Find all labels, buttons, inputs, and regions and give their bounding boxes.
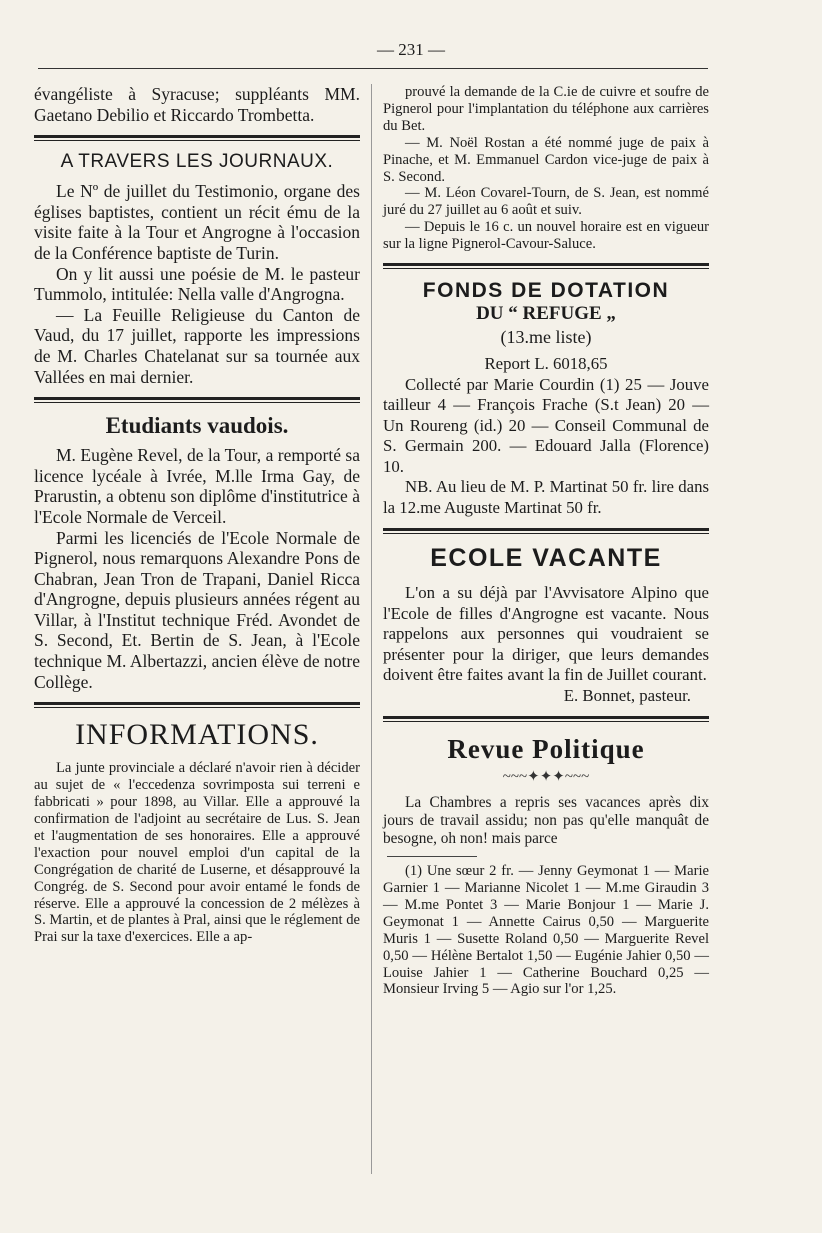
footnote-rule	[387, 856, 477, 857]
etudiants-paragraph-1: M. Eugène Revel, de la Tour, a remporté sa licence lycéale à Ivrée, M.lle Irma Gay, de Prarustin, a obtenu son diplôme d'institutrice à l'Ecole Normale de Verceil.	[34, 445, 360, 527]
etudiants-heading: Etudiants vaudois.	[105, 413, 289, 439]
informations-cont-2: — M. Noël Rostan a été nommé juge de paix à Pinache, et M. Emmanuel Cardon vice-juge de paix à S. Second.	[383, 134, 709, 185]
informations-paragraph-1: La junte provinciale a déclaré n'avoir rien à décider au sujet de « l'eccedenza sovrimposta sui terreni e fabbricati » pour 1898, au Villar. Elle a approuvé la confirmation de l'adjoint au secrétaire de Lus. S. Jean et l'augmentation de ses honoraires. Elle a approuvé l'exaction pour nouvel emploi d'un capital de la Congrégation de charité de Luserne, et désapprouvé la Congrég. de S. Second pour avoir entamé le fonds de réserve. Elle a approuvé la concession de 2 mélèzes à S. Martin, et de plantes à Pral, ainsi que le réglement de Prai sur la taxe d'exercices. Elle a ap-	[34, 760, 360, 946]
etudiants-paragraph-2: Parmi les licenciés de l'Ecole Normale de Pignerol, nous remarquons Alexandre Pons de Chabran, Jean Tron de Trapani, Daniel Ricca d'Angrogne, depuis plusieurs années régent au Villar, à l'Institut technique Fréd. Avondet de S. Second, Et. Bertin de S. Jean, à l'Ecole technique M. Albertazzi, ancien élève de notre Collège.	[34, 527, 360, 692]
revue-heading: Revue Politique	[447, 734, 645, 765]
journaux-paragraph-3: — La Feuille Religieuse du Canton de Vaud, du 17 juillet, rapporte les impressions de M. Charles Chatelanat sur sa tournée aux Vallées en mai dernier.	[34, 304, 360, 387]
section-divider	[34, 397, 360, 403]
informations-heading: INFORMATIONS.	[75, 718, 319, 752]
ecole-heading: ECOLE VACANTE	[430, 544, 662, 573]
informations-cont-3: — M. Léon Covarel-Tourn, de S. Jean, est nommé juré du 27 juillet au 6 août et suiv.	[383, 185, 709, 219]
ecole-signature: E. Bonnet, pasteur.	[563, 685, 691, 705]
section-divider	[383, 263, 709, 269]
fonds-paragraph-2: NB. Au lieu de M. P. Martinat 50 fr. lire dans la 12.me Auguste Martinat 50 fr.	[383, 477, 709, 517]
section-divider	[34, 702, 360, 708]
revue-paragraph-1: La Chambres a repris ses vacances après dix jours de travail assidu; non pas qu'elle manquât de besogne, oh non! mais parce	[383, 794, 709, 848]
column-separator	[371, 84, 372, 1174]
fonds-paragraph-1: Collecté par Marie Courdin (1) 25 — Jouve tailleur 4 — François Frache (S.t Jean) 20 — Un Roureng (id.) 20 — Conseil Communal de S. Germain 200. — Edouard Jalla (Florence) 10.	[383, 374, 709, 476]
ornament-icon: ~~~✦✦✦~~~	[502, 769, 590, 786]
left-column	[34, 84, 360, 946]
fonds-list-number: (13.me liste)	[500, 327, 592, 348]
top-rule	[38, 68, 708, 69]
right-column	[383, 84, 709, 998]
journaux-paragraph-1: Le Nº de juillet du Testimonio, organe des églises baptistes, contient un récit ému de la visite faite à la Tour et Angrogne à l'occasion de la Conférence baptiste de Turin.	[34, 181, 360, 263]
page-number: — 231 —	[377, 40, 445, 59]
journaux-heading: A TRAVERS LES JOURNAUX.	[60, 151, 334, 173]
intro-paragraph: évangéliste à Syracuse; suppléants MM. Gaetano Debilio et Riccardo Trombetta.	[34, 84, 360, 125]
section-divider	[383, 716, 709, 722]
section-divider	[34, 135, 360, 141]
footnote: (1) Une sœur 2 fr. — Jenny Geymonat 1 — Marie Garnier 1 — Marianne Nicolet 1 — M.me Giraudin 3 — M.me Pontet 3 — Marie Bonjour 1 — Marie J. Geymonat 1 — Annette Cairus 0,50 — Marguerite Muris 1 — Susette Roland 0,50 — Marguerite Revel 0,50 — Hélène Bertalot 1,50 — Eugénie Jahier 0,50 — Louise Jahier 1 — Catherine Bouchard 0,25 — Monsieur Irving 5 — Agio sur l'or 1,25.	[383, 863, 709, 998]
fonds-report: Report L. 6018,65	[484, 354, 608, 374]
informations-cont-4: — Depuis le 16 c. un nouvel horaire est en vigueur sur la ligne Pignerol-Cavour-Saluce.	[383, 219, 709, 253]
section-divider	[383, 528, 709, 534]
journaux-paragraph-2: On y lit aussi une poésie de M. le pasteur Tummolo, intitulée: Nella valle d'Angrogna.	[34, 263, 360, 305]
informations-cont-1: prouvé la demande de la C.ie de cuivre et soufre de Pignerol pour l'implantation du téléphone aux carrières du Bet.	[383, 84, 709, 134]
ecole-paragraph-1: L'on a su déjà par l'Avvisatore Alpino que l'Ecole de filles d'Angrogne est vacante. Nous rappelons aux personnes qui voudraient se présenter pour la diriger, que leurs demandes doivent être faites avant la fin de Juillet courant.	[383, 583, 709, 685]
fonds-heading-2: DU “ REFUGE „	[476, 303, 616, 325]
fonds-heading: FONDS DE DOTATION	[422, 279, 670, 303]
